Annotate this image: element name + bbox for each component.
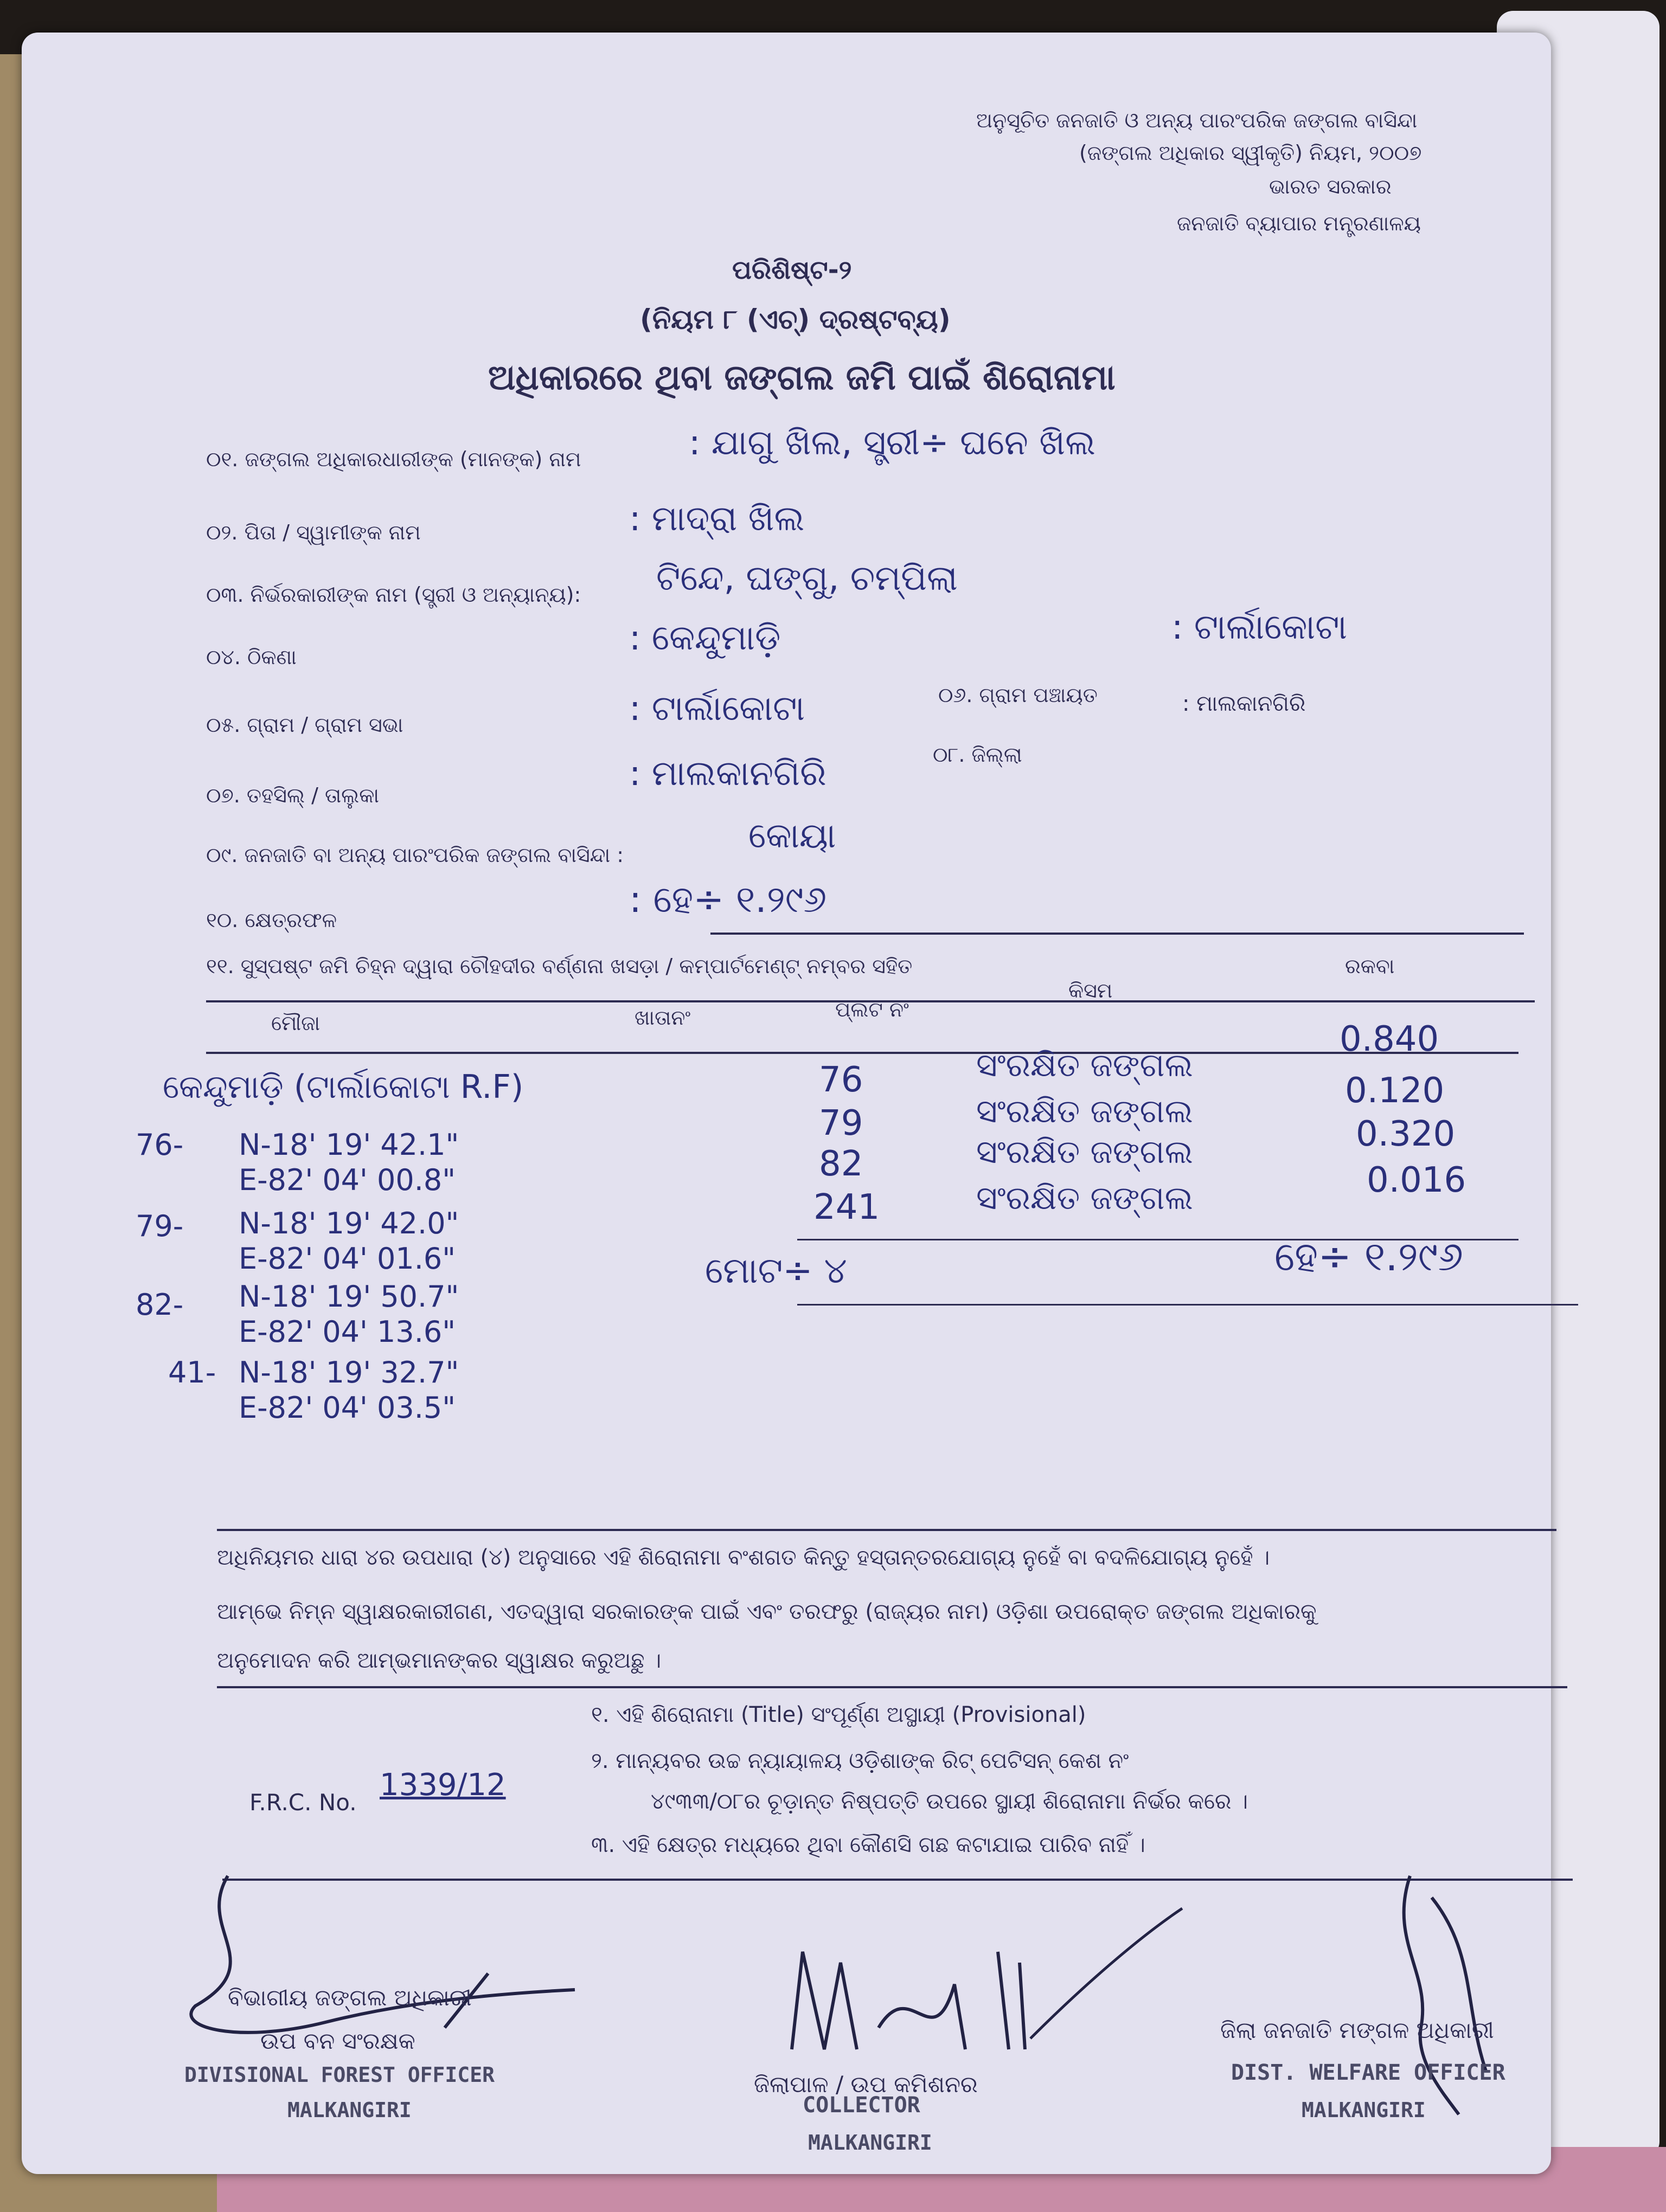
field-value-tehsil: : ମାଲକାନଗିରି xyxy=(629,754,826,794)
table-row-area: 0.320 xyxy=(1356,1114,1456,1154)
dfo-title: ବିଭାଗୀୟ ଜଙ୍ଗଲ ଅଧିକାରୀ xyxy=(228,1984,472,2011)
field-label-tribe: ୦୯. ଜନଜାତି ବା ଅନ୍ୟ ପାରଂପରିକ ଜଙ୍ଗଲ ବାସିନ୍ଦା : xyxy=(206,843,624,867)
table-row-type: ସଂରକ୍ଷିତ ଜଙ୍ଗଲ xyxy=(976,1179,1193,1217)
welfare-officer-signature xyxy=(1367,1865,1529,2125)
field-value-village: : ଟାର୍ଲାକୋଟା xyxy=(629,689,805,729)
field-label-dependents: ୦୩. ନିର୍ଭରକାରୀଙ୍କ ନାମ (ସ୍ତ୍ରୀ ଓ ଅନ୍ୟାନ୍ୟ): xyxy=(206,583,581,607)
table-row-area: 0.120 xyxy=(1345,1071,1445,1111)
field-label-tehsil: ୦୭. ତହସିଲ୍ / ତାଲୁକା xyxy=(206,783,379,807)
table-row-plot: 79 xyxy=(819,1103,863,1143)
coordinate-north: N-18' 19' 50.7" xyxy=(239,1279,459,1314)
coordinate-north: N-18' 19' 42.0" xyxy=(239,1206,459,1240)
note-2b: ୪୯୩୩/୦୮ର ଚୂଡ଼ାନ୍ତ ନିଷ୍ପତ୍ତି ଉପରେ ସ୍ଥାୟୀ ଶିରୋନାମା ନିର୍ଭର କରେ । xyxy=(651,1789,1248,1814)
declaration-line-1: ଅଧିନିୟମର ଧାରା ୪ର ଉପଧାରା (୪) ଅନୁସାରେ ଏହି ଶିରୋନାମା ବଂଶଗତ କିନ୍ତୁ ହସ୍ତାନ୍ତରଯୋଗ୍ୟ ନୁହେଁ ବା ବଦଳିଯୋଗ୍ୟ ନୁହେଁ । xyxy=(217,1545,1270,1570)
coordinate-north: N-18' 19' 32.7" xyxy=(239,1355,459,1390)
welfare-officer-title: ଜିଲା ଜନଜାତି ମଙ୍ଗଳ ଅଧିକାରୀ xyxy=(1220,2017,1494,2043)
rule-below-declaration xyxy=(217,1686,1567,1688)
table-row-area: 0.840 xyxy=(1340,1019,1439,1059)
field-value-area: : ହେ÷ ୧.୨୯୬ xyxy=(629,878,827,921)
table-row-plot: 241 xyxy=(813,1187,880,1227)
table-row-type: ସଂରକ୍ଷିତ ଜଙ୍ଗଲ xyxy=(976,1046,1193,1084)
declaration-line-2: ଆମ୍ଭେ ନିମ୍ନ ସ୍ୱାକ୍ଷରକାରୀଗଣ, ଏତଦ୍ୱାରା ସରକାରଙ୍କ ପାଇଁ ଏବଂ ତରଫରୁ (ରାଜ୍ୟର ନାମ) ଓଡ଼ିଶା ଉପରୋକ୍ତ ଜଙ୍ଗଲ ଅଧିକାରକୁ xyxy=(217,1599,1317,1624)
document-title: ଅଧିକାରରେ ଥିବା ଜଙ୍ଗଲ ଜମି ପାଇଁ ଶିରୋନାମା xyxy=(488,358,1116,398)
field-value-dependents: ଟିନ୍ଦେ, ଘଙ୍ଗୁ, ଚମ୍ପିଲା xyxy=(656,558,958,599)
field-value-address: : କେନ୍ଦୁମାଡ଼ି xyxy=(629,618,781,658)
rule-above-declaration xyxy=(217,1529,1556,1531)
welfare-officer-stamp-place: MALKANGIRI xyxy=(1302,2098,1426,2122)
note-1: ୧. ଏହି ଶିରୋନାମା (Title) ସଂପୂର୍ଣ୍ଣ ଅସ୍ଥାୟୀ (Provisional) xyxy=(591,1702,1086,1727)
field-label-address: ୦୪. ଠିକଣା xyxy=(206,645,297,669)
header-line-2: (ଜଙ୍ଗଲ ଅଧିକାର ସ୍ୱୀକୃତି) ନିୟମ, ୨୦୦୭ xyxy=(1079,141,1422,165)
dfo-stamp-place: MALKANGIRI xyxy=(287,2098,412,2122)
table-header-khata: ଖାତାନଂ xyxy=(635,1006,691,1030)
table-row-area: 0.016 xyxy=(1367,1160,1466,1200)
field-label-area: ୧୦. କ୍ଷେତ୍ରଫଳ xyxy=(206,908,337,932)
table-total-area: ହେ÷ ୧.୨୯୬ xyxy=(1274,1233,1463,1280)
collector-title: ଜିଲାପାଳ / ଉପ କମିଶନର xyxy=(754,2071,978,2098)
field-label-village: ୦୫. ଗ୍ରାମ / ଗ୍ରାମ ସଭା xyxy=(206,713,403,737)
table-mouza-value: କେନ୍ଦୁମାଡ଼ି (ଟାର୍ଲାକୋଟା R.F) xyxy=(163,1068,524,1106)
coordinate-north: N-18' 19' 42.1" xyxy=(239,1128,459,1162)
table-row-type: ସଂରକ୍ଷିତ ଜଙ୍ଗଲ xyxy=(976,1133,1193,1171)
table-header-plot: ପ୍ଲଟ ନଂ xyxy=(835,998,909,1021)
field-label-gram-panchayat: ୦୬. ଗ୍ରାମ ପଞ୍ଚାୟତ xyxy=(938,683,1098,707)
rule-below-total xyxy=(797,1304,1578,1306)
table-row-plot: 76 xyxy=(819,1060,863,1100)
coordinate-east: E-82' 04' 01.6" xyxy=(239,1242,456,1276)
table-row-type: ସଂରକ୍ଷିତ ଜଙ୍ଗଲ xyxy=(976,1092,1193,1130)
coordinate-plot-label: 82- xyxy=(136,1288,184,1322)
dfo-stamp: DIVISIONAL FOREST OFFICER xyxy=(184,2063,495,2087)
note-2a: ୨. ମାନ୍ୟବର ଉଚ୍ଚ ନ୍ୟାୟାଳୟ ଓଡ଼ିଶାଙ୍କ ରିଟ୍ ପେଟିସନ୍ କେଶ ନଂ xyxy=(591,1748,1129,1773)
welfare-officer-stamp: DIST. WELFARE OFFICER xyxy=(1231,2060,1505,2085)
coordinate-plot-label: 41- xyxy=(168,1355,216,1390)
annex-label: ପରିଶିଷ୍ଟ-୨ xyxy=(732,255,852,285)
coordinate-plot-label: 76- xyxy=(136,1128,184,1162)
rule-above-boundary xyxy=(710,933,1524,935)
field-label-holder-name: ୦୧. ଜଙ୍ଗଲ ଅଧିକାରଧାରୀଙ୍କ (ମାନଙ୍କ) ନାମ xyxy=(206,447,581,471)
table-row-plot: 82 xyxy=(819,1144,863,1184)
rule-below-table-header xyxy=(206,1052,1518,1054)
coordinate-plot-label: 79- xyxy=(136,1209,184,1243)
field-value-father-name: : ମାଦ୍ରା ଖିଲ xyxy=(629,499,805,539)
field-value-gram-panchayat: : ଟାର୍ଲାକୋଟା xyxy=(1171,607,1348,647)
field-value-holder-name: : ଯାଗୁ ଖିଲ, ସ୍ତ୍ରୀ÷ ଘନେ ଖିଲ xyxy=(689,423,1095,463)
field-label-father-name: ୦୨. ପିତା / ସ୍ୱାମୀଙ୍କ ନାମ xyxy=(206,520,421,544)
frc-number: 1339/12 xyxy=(380,1767,506,1803)
collector-stamp-place: MALKANGIRI xyxy=(808,2131,932,2155)
note-3: ୩. ଏହି କ୍ଷେତ୍ର ମଧ୍ୟରେ ଥିବା କୌଣସି ଗଛ କଟାଯାଇ ପାରିବ ନାହିଁ । xyxy=(591,1832,1145,1857)
collector-stamp: COLLECTOR xyxy=(803,2093,920,2118)
field-value-tribe: କୋୟା xyxy=(748,816,836,856)
title-document-page xyxy=(22,33,1551,2174)
coordinate-east: E-82' 04' 13.6" xyxy=(239,1315,456,1349)
table-header-area: ରକବା xyxy=(1345,954,1395,978)
declaration-line-3: ଅନୁମୋଦନ କରି ଆମ୍ଭମାନଙ୍କର ସ୍ୱାକ୍ଷର କରୁଅଛୁ । xyxy=(217,1648,662,1673)
field-label-district: ୦୮. ଜିଲ୍ଲା xyxy=(933,743,1022,767)
rule-reference: (ନିୟମ ୮ (ଏଚ୍) ଦ୍ରଷ୍ଟବ୍ୟ) xyxy=(640,304,951,335)
coordinate-east: E-82' 04' 03.5" xyxy=(239,1391,456,1425)
table-total-label: ମୋଟ÷ ୪ xyxy=(705,1250,847,1291)
header-line-3: ଭାରତ ସରକାର xyxy=(1269,175,1392,198)
collector-signature xyxy=(770,1898,1193,2071)
table-header-type: କିସମ xyxy=(1068,979,1113,1002)
table-header-mouza: ମୌଜା xyxy=(271,1011,321,1035)
coordinate-east: E-82' 04' 00.8" xyxy=(239,1163,456,1197)
header-line-4: ଜନଜାତି ବ୍ୟାପାର ମନ୍ତ୍ରଣାଳୟ xyxy=(1177,211,1421,235)
header-line-1: ଅନୁସୂଚିତ ଜନଜାତି ଓ ଅନ୍ୟ ପାରଂପରିକ ଜଙ୍ଗଲ ବାସିନ୍ଦା xyxy=(976,108,1418,132)
field-value-district: : ମାଲକାନଗିରି xyxy=(1182,691,1306,716)
dfo-subtitle: ଉପ ବନ ସଂରକ୍ଷକ xyxy=(260,2028,415,2054)
boundary-heading: ୧୧. ସୁସ୍ପଷ୍ଟ ଜମି ଚିହ୍ନ ଦ୍ୱାରା ଚୌହଦୀର ବର୍ଣ୍ଣନା ଖସଡ଼ା / କମ୍ପାର୍ଟମେଣ୍ଟ୍ ନମ୍ବର ସହିତ xyxy=(206,954,913,978)
frc-label: F.R.C. No. xyxy=(249,1789,357,1816)
